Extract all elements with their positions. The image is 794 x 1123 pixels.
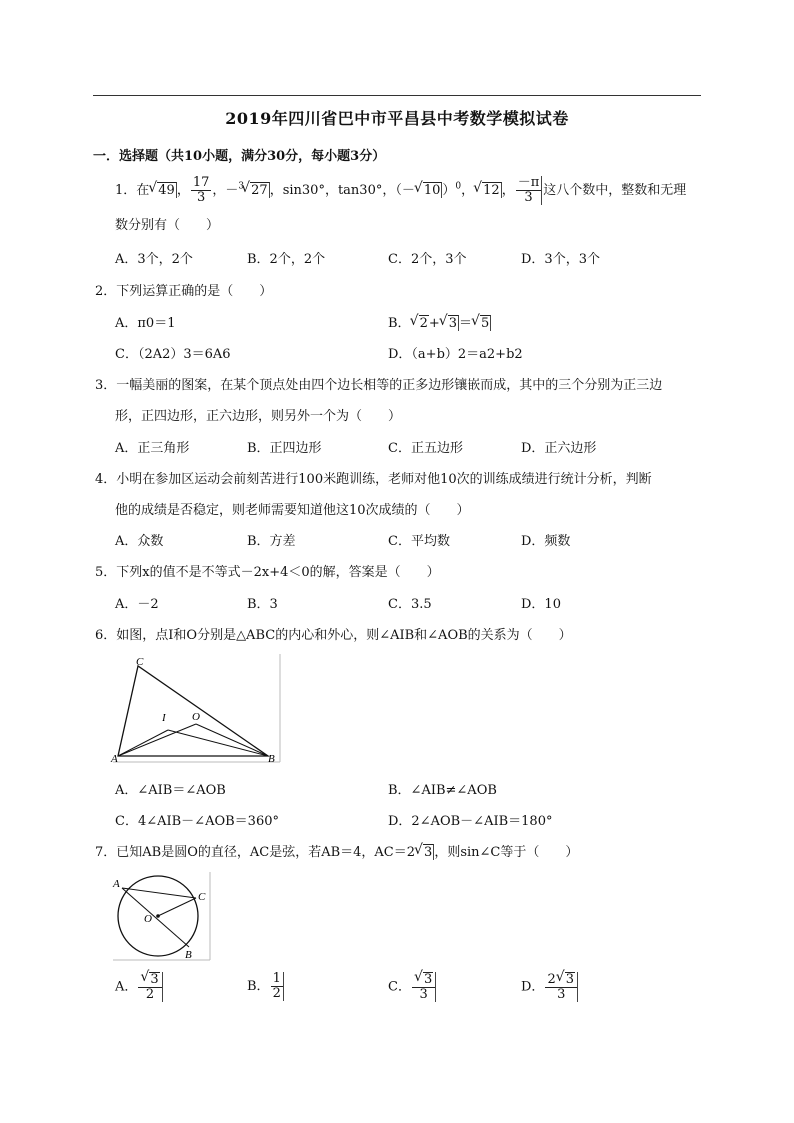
q7-option-a [115, 972, 164, 1002]
sqrt-10: √ 10 [423, 182, 443, 198]
sqrt-49: √ 49 [157, 182, 177, 198]
neg-cbrt-27: －$^3$ [225, 181, 245, 198]
q1-option-a: A．3个，2个 [115, 252, 193, 267]
q3-option-d: D．正六边形 [521, 441, 597, 456]
q5-option-b: B．3 [247, 597, 278, 612]
q5-option-a: A．－2 [115, 597, 159, 612]
q7-option-c-label: C． [388, 979, 411, 995]
label-o: O [144, 913, 152, 925]
q3-option-c: C．正五边形 [388, 441, 463, 456]
circle-figure [110, 872, 214, 962]
q1-option-c: C．2个，3个 [388, 252, 467, 267]
label-b: B [268, 753, 275, 764]
frac-neg-pi-3: $\frac{-\pi}{3}$ [516, 176, 543, 205]
q7-option-c [388, 972, 437, 1002]
q5-option-d: D．10 [521, 597, 561, 612]
header-rule [93, 95, 701, 96]
question-4-line-1: 4．小明在参加区运动会前刻苦进行100米跑训练，老师对他10次的训练成绩进行统计分析，判断 [95, 472, 652, 487]
q7-option-d-label: D． [521, 979, 545, 995]
q7-option-b-label: B． [247, 979, 270, 994]
q4-option-a: A．众数 [115, 534, 164, 549]
question-4-line-2: 他的成绩是否稳定，则老师需要知道他这10次成绩的（ ） [115, 503, 470, 518]
q7-option-b [247, 972, 285, 1001]
frac-1-2: $\frac{1}{2}$ [271, 972, 284, 1001]
sqrt-2: √ 2 [419, 315, 429, 331]
q4-option-c: C．平均数 [388, 534, 450, 549]
q3-option-b: B．正四边形 [247, 441, 322, 456]
label-b: B [185, 949, 192, 961]
label-c: C [136, 656, 144, 668]
section-heading: 一．选择题（共10小题，满分30分，每小题3分） [93, 149, 386, 164]
q6-option-c: C．4∠AIB－∠AOB＝360° [115, 814, 279, 829]
q4-option-b: B．方差 [247, 534, 296, 549]
label-a: A [111, 753, 118, 764]
sqrt-12: √ 12 [482, 182, 502, 198]
q4-option-d: D．频数 [521, 534, 571, 549]
q1-zero-exp: 0 [455, 181, 462, 192]
question-3-line-1: 3．一幅美丽的图案，在某个顶点处由四个边长相等的正多边形镶嵌而成，其中的三个分别为正三边 [95, 378, 663, 393]
triangle-figure [110, 654, 282, 764]
question-2-stem: 2．下列运算正确的是（ ） [95, 284, 273, 299]
label-c: C [198, 891, 206, 903]
label-i: I [162, 712, 166, 724]
q2-option-a-math: π0＝1 [137, 316, 176, 331]
q1-end: 这八个数中，整数和无理 [543, 183, 687, 198]
frac-17-3: $\frac{17}{3}$ [192, 175, 210, 205]
question-1-line-2: 数分别有（ ） [115, 218, 220, 233]
question-3-line-2: 形，正四边形，正六边形，则另外一个为（ ） [115, 409, 402, 424]
question-6-stem: 6．如图，点I和O分别是△ABC的内心和外心，则∠AIB和∠AOB的关系为（ ） [95, 628, 572, 643]
q5-option-c: C．3.5 [388, 597, 432, 612]
q6-option-d: D．2∠AOB－∠AIB＝180° [388, 814, 553, 829]
q2-option-b: B．√ 2+√ 3 ＝√ 5 [388, 312, 491, 331]
q1-after10: ） [442, 183, 456, 198]
page-title: 2019年四川省巴中市平昌县中考数学模拟试卷 [225, 109, 569, 128]
sqrt-3: √ 3 [448, 315, 459, 331]
q2-option-d: D．（a+b）2＝a2+b2 [388, 347, 523, 362]
q1-mid: ，tan30°，（－ [324, 183, 415, 198]
label-o: O [192, 711, 200, 723]
question-5-stem: 5．下列x的值不是不等式－2x+4＜0的解，答案是（ ） [95, 565, 440, 580]
q2-option-a [115, 312, 175, 331]
q2-option-a-label: A． [115, 316, 138, 331]
sqrt-3-q7: √ 3 [423, 844, 434, 860]
q3-option-a: A．正三角形 [115, 441, 190, 456]
q1-option-b: B．2个，2个 [247, 252, 326, 267]
sqrt-5: √ 5 [480, 315, 491, 331]
q6-option-a: A．∠AIB＝∠AOB [115, 783, 226, 798]
q7-option-a-label: A． [115, 979, 138, 995]
q1-option-d: D．3个，3个 [521, 252, 600, 267]
question-1-line-1: 1．在√ 49 ， $\frac{17}{3}$ ，－$^3$√ 27 ，sin30°，tan30°，（－√ 10 ）$^0$，√ 12 ， $\frac{-\pi}{3}$ 这八个数中，整数和无理 [115, 176, 686, 205]
frac-2sqrt3-3: $\frac{2√ 3}{3}$ [545, 972, 578, 1002]
q7-stem-b: ，则sin∠C等于（ ） [434, 845, 579, 860]
q7-stem-a: 7．已知AB是圆O的直径，AC是弦，若AB＝4，AC＝2 [95, 845, 416, 860]
frac-sqrt3-3: √ $\frac{3}{3}$ [412, 972, 436, 1002]
question-7-stem [95, 841, 578, 860]
label-a: A [113, 878, 120, 890]
q1-prefix: 1．在 [115, 183, 150, 198]
cbrt-27: √ 27 [250, 182, 270, 198]
frac-sqrt3-2: √ $\frac{3}{2}$ [138, 972, 162, 1002]
q6-option-b: B．∠AIB≠∠AOB [388, 783, 497, 798]
q2-option-b-label: B． [388, 316, 411, 331]
q7-option-d [521, 972, 579, 1002]
q2-option-c: C．（2A2）3＝6A6 [115, 347, 231, 362]
